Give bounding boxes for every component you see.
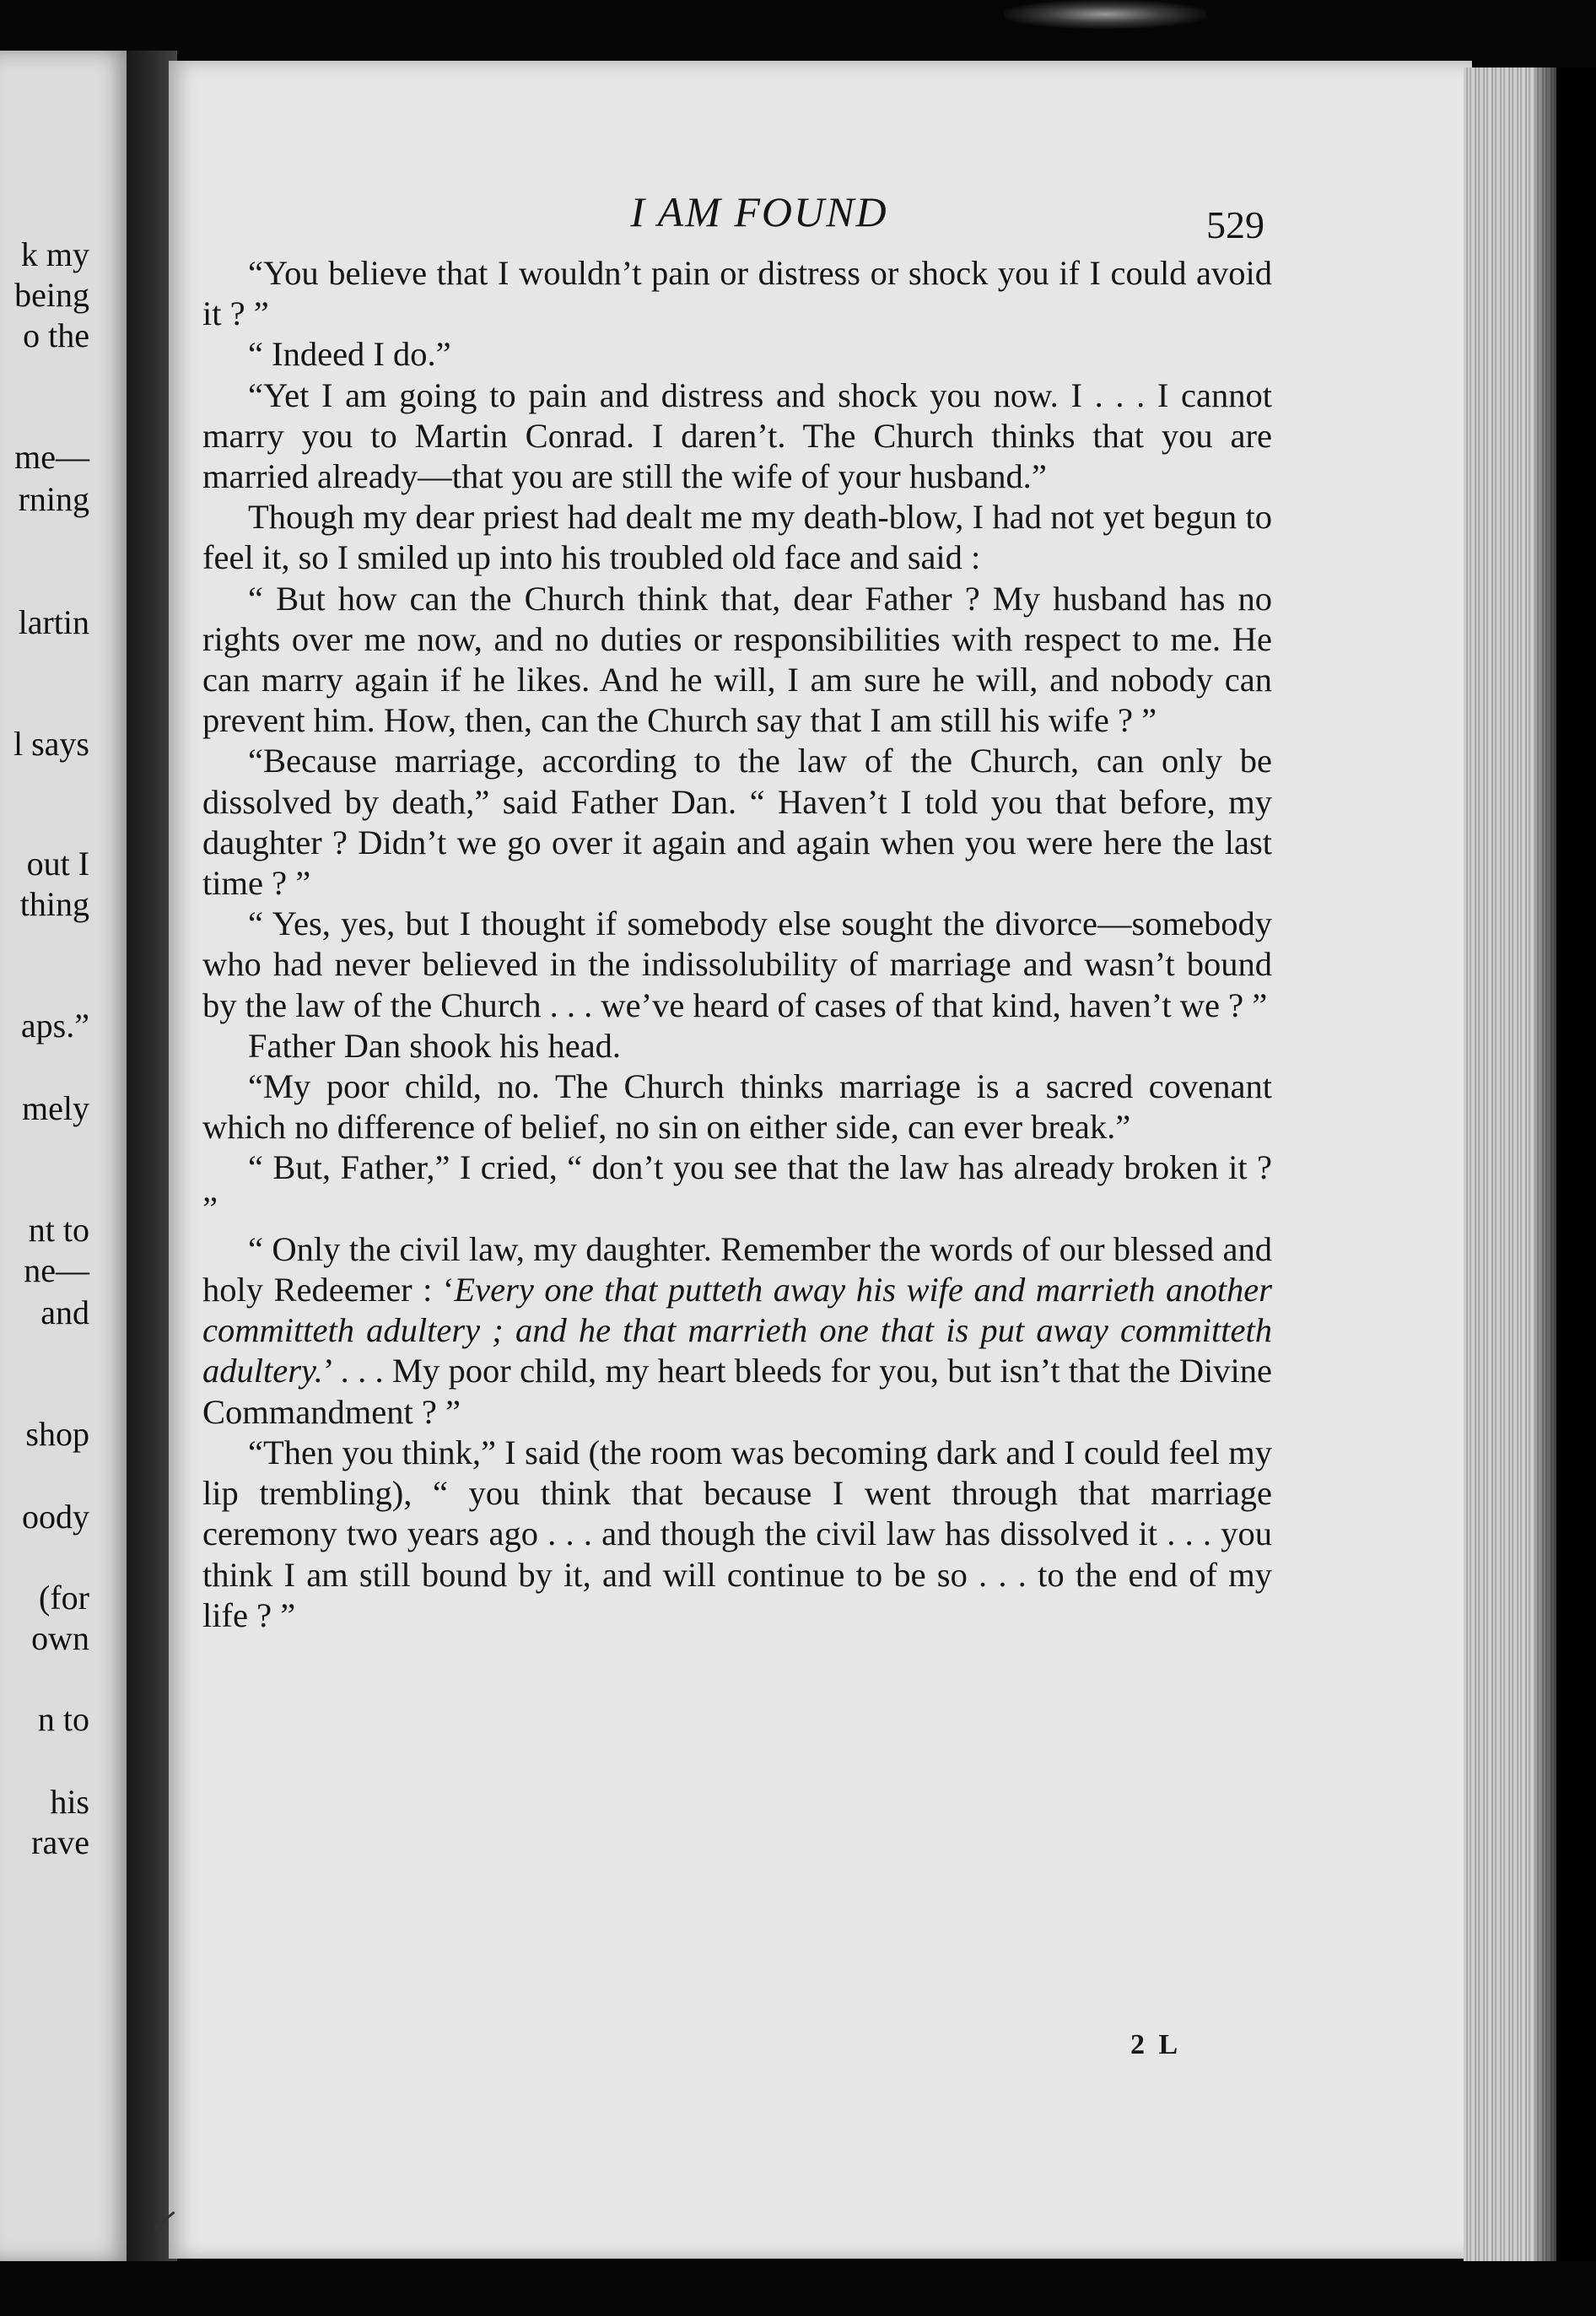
left-page-text-fragment: being	[14, 276, 89, 314]
signature-mark: 2 L	[1130, 2029, 1182, 2060]
paragraph: “ But how can the Church think that, dear Father ? My husband has no rights over me now, and no duties or responsibilities with respect to me. He can marry again if he likes. And he will, I am sure he will, and nobody can prevent him. How, then, can the Church say that I am still his wife ? ”	[202, 579, 1272, 740]
left-page-text-fragment: n to	[37, 1700, 89, 1738]
left-page-text-fragment: ne—	[24, 1251, 89, 1289]
left-page-text-fragment: rave	[31, 1823, 89, 1861]
left-page-text-fragment: (for	[39, 1579, 89, 1617]
paragraph: “My poor child, no. The Church thinks marriage is a sacred covenant which no difference of belief, no sin on either side, can ever break.”	[202, 1067, 1272, 1147]
paragraph: “ But, Father,” I cried, “ don’t you see that the law has already broken it ? ”	[202, 1148, 1272, 1228]
paragraph: “Because marriage, according to the law of the Church, can only be dissolved by death,” said Father Dan. “ Haven’t I told you that before, my daughter ? Didn’t we go over it again and again when you were here the last time ? ”	[202, 742, 1272, 903]
left-page-text-fragment: l says	[13, 725, 89, 763]
quote-lead: “ Only the civil law, my daughter. Remember the words of our blessed and holy Redeemer : ‘	[202, 1229, 1272, 1309]
left-page-text-fragment: out I	[26, 845, 89, 883]
left-facing-page	[0, 51, 133, 2261]
left-page-text-fragment: aps.”	[20, 1007, 89, 1045]
left-page-text-fragment: rning	[18, 480, 89, 518]
running-head: I AM FOUND	[630, 188, 888, 235]
left-page-text-fragment: own	[31, 1619, 89, 1657]
paragraph: “You believe that I wouldn’t pain or distress or shock you if I could avoid it ? ”	[202, 254, 1272, 333]
left-page-text-fragment: shop	[25, 1415, 89, 1453]
left-page-text-fragment: mely	[22, 1089, 89, 1127]
left-page-text-fragment: thing	[19, 885, 89, 923]
left-page-text-fragment: o the	[23, 316, 89, 354]
paragraph: “Then you think,” I said (the room was becoming dark and I could feel my lip trembling), “ you think that because I went through that marriage ceremony two years ago . . . and though the civil law has dissolved it . . . you think I am still bound by it, and will continue to be so . . . to the end of my life ? ”	[202, 1433, 1272, 1634]
page-number: 529	[1206, 203, 1264, 246]
page-edge-shadow	[1535, 67, 1596, 2261]
scripture-quote: Every one that putteth away his wife and marrieth another committeth adultery ; and he that marrieth one that is put away committeth adultery.	[202, 1271, 1272, 1390]
left-page-text-fragment: nt to	[28, 1211, 89, 1249]
paragraph: Though my dear priest had dealt me my death-blow, I had not yet begun to feel it, so I smiled up into his troubled old face and said :	[202, 498, 1272, 577]
quote-paragraph	[202, 1229, 1272, 1433]
left-page-text-fragment: and	[40, 1293, 89, 1331]
scan-artifact	[1004, 0, 1206, 29]
left-page-text-fragment: oody	[22, 1498, 89, 1536]
paragraph: “ Indeed I do.”	[248, 335, 451, 374]
left-page-text-fragment: k my	[20, 235, 89, 273]
paragraph: Father Dan shook his head.	[248, 1026, 622, 1065]
left-page-text-fragment: me—	[14, 438, 89, 476]
quote-tail: ’ . . . My poor child, my heart bleeds for you, but isn’t that the Divine Commandment ? ”	[202, 1352, 1272, 1431]
left-page-text-fragment: his	[50, 1783, 89, 1821]
paragraph: “Yet I am going to pain and distress and shock you now. I . . . I cannot marry you to Martin Conrad. I daren’t. The Church thinks that you are married already—that you are still the wife of your husband.”	[202, 375, 1272, 496]
body-text	[202, 253, 1272, 1636]
paragraph: “ Yes, yes, but I thought if somebody else sought the divorce—somebody who had never believed in the indissolubility of marriage and wasn’t bound by the law of the Church . . . we’ve heard of cases of that kind, haven’t we ? ”	[202, 904, 1272, 1024]
left-page-text-fragment: lartin	[18, 603, 89, 641]
